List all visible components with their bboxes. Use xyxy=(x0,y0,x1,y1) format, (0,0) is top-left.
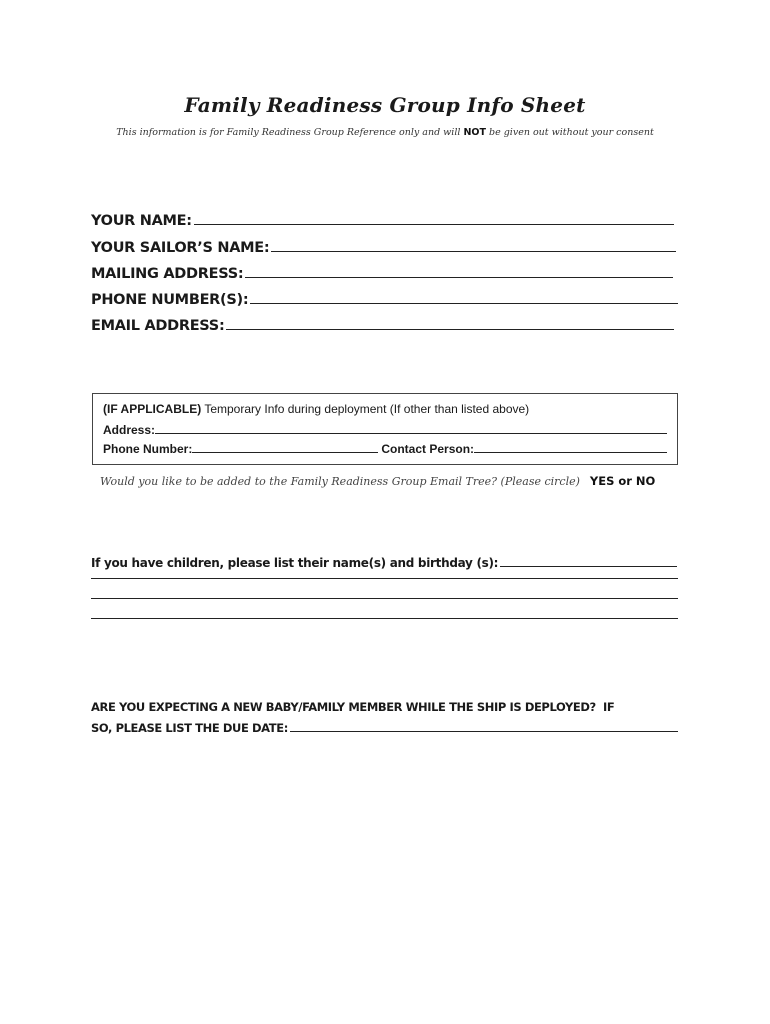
children-label: If you have children, please list their name(s) and birthday (s): xyxy=(91,556,499,570)
your-name-input-line[interactable] xyxy=(194,210,674,225)
phone-numbers-label: PHONE NUMBER(S): xyxy=(91,292,249,308)
consent-notice-text: This information is for Family Readiness Group Reference only and will xyxy=(116,127,464,138)
temporary-info-heading-text: Temporary Info during deployment (If other than listed above) xyxy=(201,402,530,416)
due-date-label: SO, PLEASE LIST THE DUE DATE: xyxy=(91,721,288,735)
temporary-phone-label: Phone Number: xyxy=(103,442,193,456)
temporary-info-heading xyxy=(103,402,667,416)
due-date-row xyxy=(91,718,678,739)
if-applicable-label: (IF APPLICABLE) xyxy=(103,402,202,416)
children-input-line-2[interactable] xyxy=(91,578,678,579)
temporary-address-label: Address: xyxy=(103,423,156,437)
mailing-address-label: MAILING ADDRESS: xyxy=(91,266,244,282)
expecting-question xyxy=(91,697,678,739)
phone-numbers-field xyxy=(91,289,678,311)
temporary-address-row xyxy=(103,422,667,437)
page-title: Family Readiness Group Info Sheet xyxy=(184,93,586,117)
email-address-field xyxy=(91,315,674,337)
children-field xyxy=(91,555,677,570)
due-date-input-line[interactable] xyxy=(290,720,678,732)
consent-notice xyxy=(0,127,770,138)
children-input-line-1[interactable] xyxy=(500,555,677,567)
children-input-line-4[interactable] xyxy=(91,618,678,619)
contact-person-input-line[interactable] xyxy=(474,441,667,453)
your-name-field xyxy=(91,210,674,232)
email-tree-question-text: Would you like to be added to the Family Readiness Group Email Tree? (Please circle) xyxy=(100,475,580,488)
sailor-name-label: YOUR SAILOR’S NAME: xyxy=(91,240,270,256)
mailing-address-input-line[interactable] xyxy=(245,263,673,278)
email-tree-question xyxy=(100,474,680,488)
mailing-address-field xyxy=(91,263,673,285)
temporary-phone-contact-row xyxy=(103,441,667,456)
sailor-name-field xyxy=(91,237,676,259)
contact-person-label: Contact Person: xyxy=(381,442,475,456)
consent-notice-text-end: be given out without your consent xyxy=(485,127,654,138)
temporary-phone-input-line[interactable] xyxy=(192,441,378,453)
email-address-label: EMAIL ADDRESS: xyxy=(91,318,225,334)
email-tree-yes-no-options[interactable]: YES or NO xyxy=(589,474,656,488)
phone-numbers-input-line[interactable] xyxy=(250,289,678,304)
temporary-address-input-line[interactable] xyxy=(155,422,667,434)
children-input-line-3[interactable] xyxy=(91,598,678,599)
email-address-input-line[interactable] xyxy=(226,315,674,330)
your-name-label: YOUR NAME: xyxy=(91,213,192,229)
temporary-info-box xyxy=(92,393,678,465)
sailor-name-input-line[interactable] xyxy=(271,237,676,252)
expecting-question-line-1: ARE YOU EXPECTING A NEW BABY/FAMILY MEMBER WHILE THE SHIP IS DEPLOYED? IF xyxy=(91,700,615,714)
consent-notice-emphasis: NOT xyxy=(463,127,486,138)
